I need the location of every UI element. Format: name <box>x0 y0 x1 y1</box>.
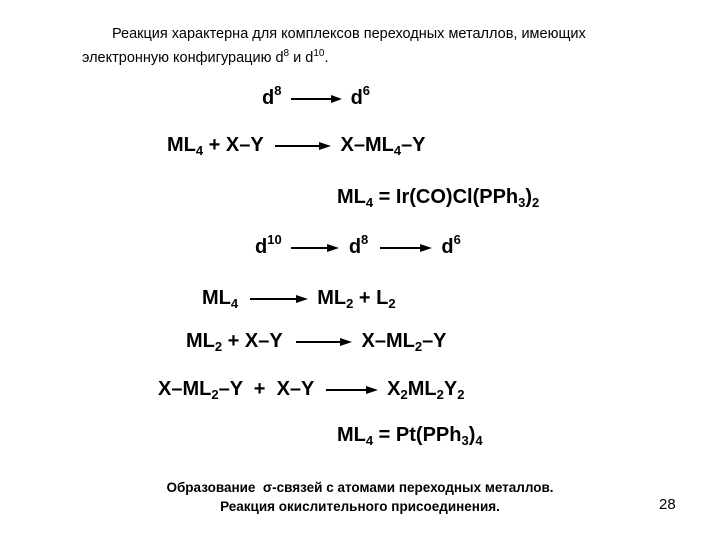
eq3-lhs: ML <box>337 186 366 208</box>
equation-ml4-dissociation <box>202 286 396 310</box>
arrow-icon <box>271 141 333 151</box>
eq1-b: d <box>350 87 363 109</box>
arrow-icon <box>290 337 354 347</box>
eq7-r-post: –Y + X–Y <box>218 378 315 400</box>
eq2-plus: + X–Y <box>203 134 264 156</box>
equation-d8-d6 <box>262 83 371 110</box>
eq5-p-post-sub: 2 <box>388 296 396 311</box>
figure-caption <box>140 478 580 516</box>
eq3-close-sub: 2 <box>532 195 540 210</box>
eq4-b-sup: 8 <box>361 232 369 247</box>
equation-d10-d8-d6 <box>255 232 461 259</box>
eq4-a: d <box>255 236 268 258</box>
intro-sup-8: 8 <box>283 48 290 59</box>
page-number: 28 <box>659 496 676 513</box>
intro-line-2-text: электронную конфигурацию d <box>82 49 284 66</box>
eq6-p: X–ML <box>361 330 415 352</box>
intro-sup-10: 10 <box>313 48 325 59</box>
equation-second-addition <box>158 377 464 401</box>
eq7-r-sub: 2 <box>211 387 219 402</box>
eq2-p1: X–ML <box>340 134 394 156</box>
eq5-p-post: + L <box>353 287 389 309</box>
eq3-close: ) <box>525 186 533 208</box>
eq4-c-sup: 6 <box>453 232 461 247</box>
caption-line-1: Образование σ-связей с атомами переходных металлов. <box>166 480 554 495</box>
eq7-p-post-sub: 2 <box>457 387 465 402</box>
eq6-r: ML <box>186 330 215 352</box>
intro-line-2 <box>82 44 642 68</box>
eq2-p1-post: –Y <box>401 134 426 156</box>
eq6-p-post: –Y <box>422 330 447 352</box>
eq1-b-sup: 6 <box>362 83 371 98</box>
arrow-icon <box>246 294 310 304</box>
eq3-lhs-sub: 4 <box>365 195 374 210</box>
eq5-p: ML <box>317 287 347 309</box>
caption-line-2: Реакция окислительного присоединения. <box>220 499 500 514</box>
intro-line-1: Реакция характерна для комплексов переходных металлов, имеющих <box>112 26 586 42</box>
eq2-r1-sub: 4 <box>195 143 204 158</box>
eq6-p-sub: 2 <box>414 339 423 354</box>
intro-line-2-end: . <box>324 49 329 66</box>
arrow-icon <box>376 243 434 253</box>
eq8-mid: = Pt(PPh <box>373 424 462 446</box>
intro-text <box>82 25 642 68</box>
eq8-close: ) <box>468 424 476 446</box>
eq2-r1: ML <box>167 134 196 156</box>
arrow-icon <box>289 94 343 104</box>
equation-oxidative-addition-ml2 <box>186 329 447 353</box>
eq4-c: d <box>441 236 454 258</box>
eq8-close-sub: 4 <box>475 433 483 448</box>
eq2-p1-sub: 4 <box>393 143 402 158</box>
eq4-b: d <box>348 236 362 258</box>
equation-ml4-ir <box>337 185 539 209</box>
eq7-r: X–ML <box>158 378 212 400</box>
eq8-lhs: ML <box>337 424 366 446</box>
arrow-icon <box>322 385 380 395</box>
eq5-r: ML <box>202 287 231 309</box>
intro-line-2-mid: и d <box>289 49 314 66</box>
eq5-p-sub: 2 <box>346 296 354 311</box>
eq6-r-sub: 2 <box>214 339 223 354</box>
eq8-mid-sub: 3 <box>461 433 469 448</box>
eq7-p-sub: 2 <box>400 387 408 402</box>
equation-ml4-pt <box>337 423 483 447</box>
equation-oxidative-addition-ml4 <box>167 133 426 157</box>
eq8-lhs-sub: 4 <box>365 433 374 448</box>
eq7-p-mid-sub: 2 <box>436 387 444 402</box>
eq1-a-sup: 8 <box>274 83 282 98</box>
eq3-mid: = Ir(CO)Cl(PPh <box>373 186 519 208</box>
eq3-mid-sub: 3 <box>518 195 526 210</box>
eq6-r-post: + X–Y <box>222 330 283 352</box>
eq4-a-sup: 10 <box>267 232 282 247</box>
eq7-p-mid: ML <box>407 378 437 400</box>
eq1-a: d <box>262 87 275 109</box>
arrow-icon <box>289 243 341 253</box>
eq5-r-sub: 4 <box>230 296 239 311</box>
eq7-p: X <box>387 378 401 400</box>
eq7-p-post: Y <box>443 378 458 400</box>
